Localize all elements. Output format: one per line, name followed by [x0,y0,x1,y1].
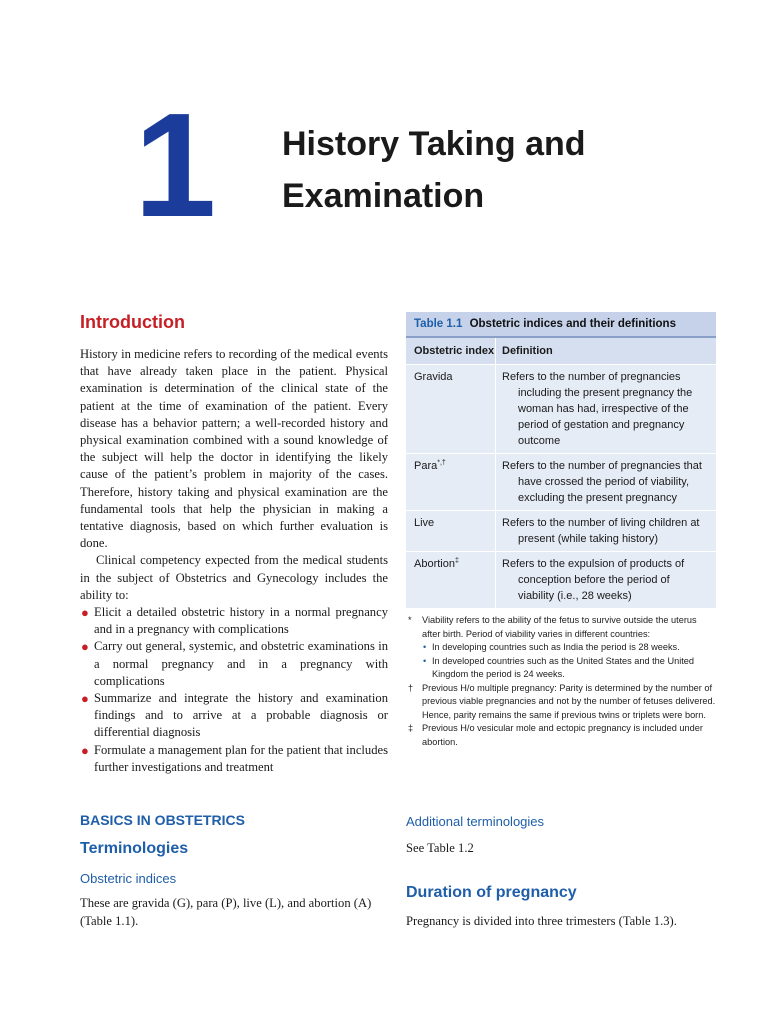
table-cell-definition: Refers to the number of living children at present (while taking history) [502,517,700,545]
table-header-index: Obstetric index [406,338,496,364]
additional-terminologies-heading: Additional terminologies [406,814,545,829]
chapter-title-line-1: History Taking and [282,125,586,163]
list-item: ● Carry out general, systemic, and obstetric examinations in a normal pregnancy and in a pregnancy with complications [81,639,388,688]
table-caption [406,312,716,338]
bullet-icon: ● [81,639,89,655]
basics-heading: BASICS IN OBSTETRICS [80,812,245,828]
abilities-list [80,604,388,776]
table-header-definition: Definition [502,345,553,357]
chapter-number: 1 [134,83,213,248]
right-column [406,312,716,749]
table-caption-text: Obstetric indices and their definitions [469,318,676,330]
introduction-paragraph-1: History in medicine refers to recording of the medical events that have already taken place in the patient. Physical examination is determination of the clinical state of the patient at the time of examination of the patient. Every disease has a behavior pattern; a well-recorded history and physical examination combined with a sound knowledge of the subject will help the doctor in identifying the likely cause of the patient’s problem in majority of the cases. Therefore, history taking and physical examination are the fundamental tools that help the physician in making a tentative diagnosis, based on which further evaluation is done. [80,347,388,551]
bullet-icon: ● [81,691,89,707]
chapter-title [282,118,712,222]
obstetric-indices-table [406,312,716,608]
table-cell-definition: Refers to the number of pregnancies including the present pregnancy the woman has had, irrespective of the period of gestation and pregnancy outcome [502,371,693,447]
bullet-icon: ● [81,605,89,621]
table-cell-term: Live [414,517,435,529]
table-header-row [406,338,716,365]
table-row [406,552,716,608]
introduction-paragraph-2: Clinical competency expected from the medical students in the subject of Obstetrics and Gynecology includes the ability to: [80,553,388,602]
duration-heading: Duration of pregnancy [406,884,577,901]
table-row [406,365,716,454]
table-row [406,511,716,552]
list-item: ● Formulate a management plan for the patient that includes further investigations and treatment [81,742,388,774]
introduction-heading: Introduction [80,312,185,332]
chapter-title-line-2: Examination [282,177,485,215]
table-cell-definition: Refers to the expulsion of products of conception before the period of viability (i.e., 28 weeks) [502,558,685,602]
table-row [406,454,716,511]
footnote-sub-item: • In developing countries such as India the period is 28 weeks. [406,641,716,655]
additional-terminologies-text: See Table 1.2 [406,841,474,855]
table-cell-term: Gravida [414,371,453,383]
left-column [80,310,388,776]
obstetric-indices-text: These are gravida (G), para (P), live (L), and abortion (A) (Table 1.1). [80,896,372,928]
bullet-icon: • [423,642,427,652]
list-item: ● Elicit a detailed obstetric history in a normal pregnancy and in a pregnancy with complications [81,605,388,637]
duration-text: Pregnancy is divided into three trimesters (Table 1.3). [406,914,677,928]
table-footnotes [406,614,716,749]
table-number: Table 1.1 [414,318,463,330]
bullet-icon: ● [81,742,89,758]
footnote-viability: * Viability refers to the ability of the fetus to survive outside the uterus after birth. Period of viability varies in different countries: [408,615,697,639]
table-cell-term: Abortion [414,558,455,570]
bullet-icon: • [423,655,427,666]
table-cell-definition: Refers to the number of pregnancies that have crossed the period of viability, excluding the present pregnancy [502,460,702,504]
table-cell-mark: *,† [437,459,446,467]
table-cell-mark: ‡ [454,557,459,565]
footnote-dagger: † Previous H/o multiple pregnancy: Parity is determined by the number of previous viable pregnancies and not by the number of fetuses delivered. Hence, parity remains the same if previous twins or triplets were born. [408,682,716,720]
table-cell-term: Para [414,460,438,472]
obstetric-indices-heading: Obstetric indices [80,871,177,886]
terminologies-heading: Terminologies [80,840,189,857]
list-item: ● Summarize and integrate the history and examination findings and to arrive at a probable diagnosis or differential diagnosis [81,691,388,740]
footnote-double-dagger: ‡ Previous H/o vesicular mole and ectopic pregnancy is included under abortion. [408,723,703,747]
footnote-sub-item: • In developed countries such as the United States and the United Kingdom the period is 24 weeks. [423,655,695,679]
